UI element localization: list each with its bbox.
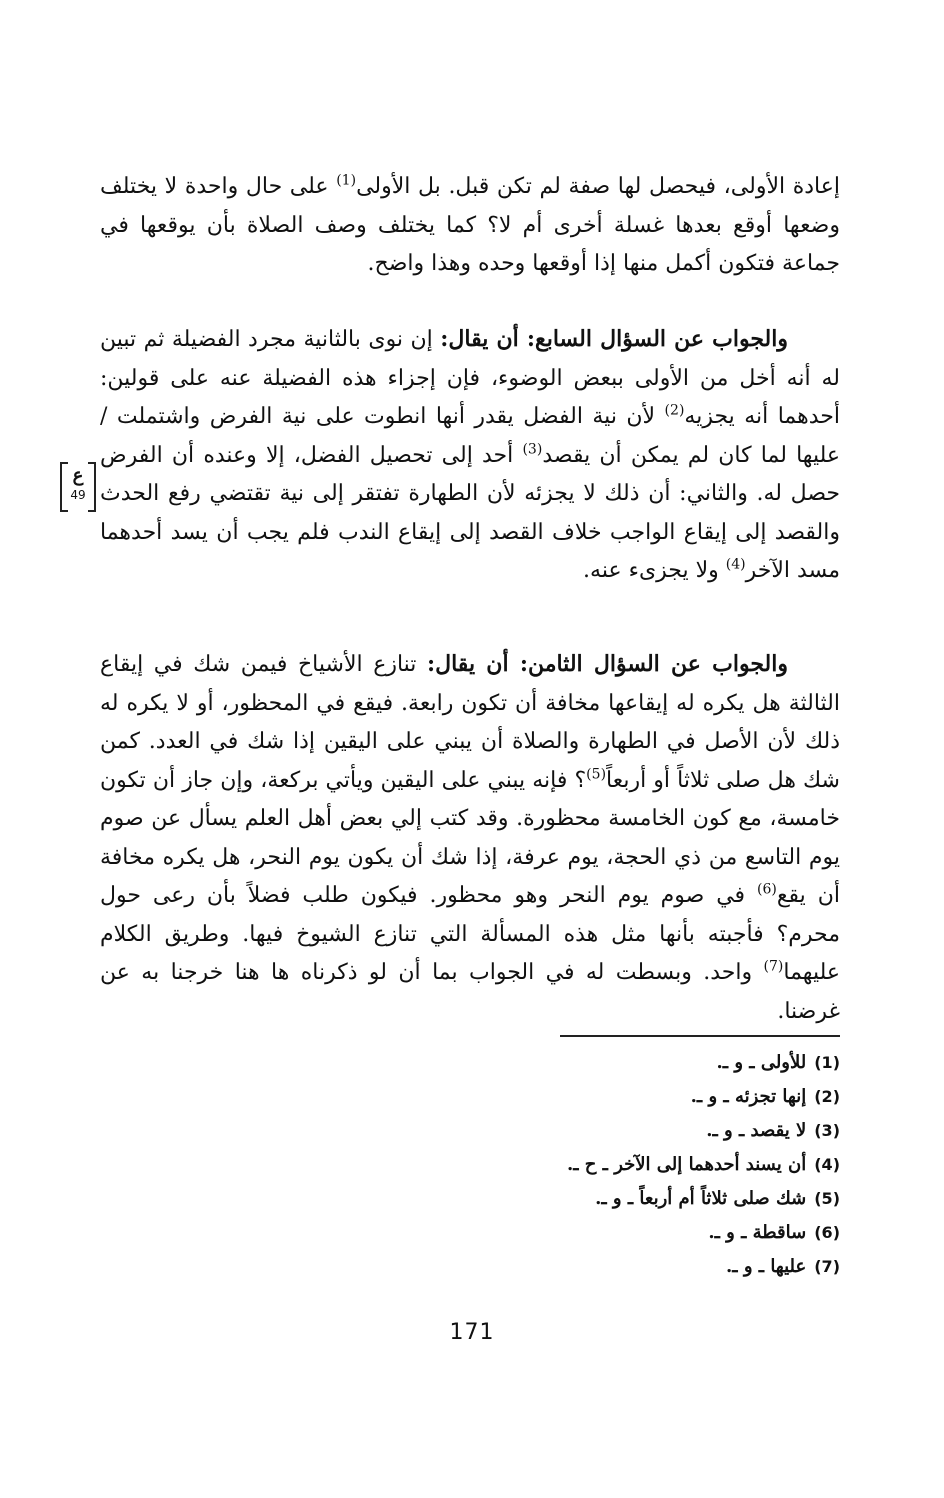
footnote-number: (3)	[814, 1121, 840, 1140]
footnotes-list	[460, 1046, 840, 1284]
paragraph-2-lead: والجواب عن السؤال السابع: أن يقال:	[440, 326, 788, 352]
footnote-text: إنها تجزئه ـ و ـ.	[690, 1086, 807, 1107]
footnote-item	[460, 1216, 840, 1250]
footnote-ref-6[interactable]: (6)	[756, 881, 777, 898]
footnote-ref-3[interactable]: (3)	[522, 441, 543, 458]
footnote-ref-4[interactable]: (4)	[725, 556, 746, 573]
footnote-item	[460, 1080, 840, 1114]
folio-number: 49	[70, 488, 86, 502]
footnote-ref-1[interactable]: (1)	[336, 172, 357, 189]
paragraph-2-text-c: أحد إلى تحصيل الفضل، إلا وعنده أن الفرض حصل له. والثاني: أن ذلك لا يجزئه لأن الطهارة تفتقر إلى نية تقتضي رفع الحدث والقصد إلى إيقاع الواجب خلاف القصد إلى إيقاع الندب فلم يجب أن يسد أحدهما مسد الآخر	[100, 442, 840, 583]
footnote-item	[460, 1114, 840, 1148]
footnote-number: (7)	[814, 1257, 840, 1276]
footnote-number: (5)	[814, 1189, 840, 1208]
paragraph-1	[100, 168, 840, 284]
paragraph-2-text-d: ولا يجزىء عنه.	[583, 558, 726, 583]
footnote-number: (6)	[814, 1223, 840, 1242]
paragraph-1-text-a: إعادة الأولى، فيحصل لها صفة لم تكن قبل. بل الأولى	[356, 174, 841, 199]
footnote-number: (2)	[814, 1087, 840, 1106]
paragraph-3-lead: والجواب عن السؤال الثامن: أن يقال:	[427, 651, 788, 677]
footnote-number: (4)	[814, 1155, 840, 1174]
footnote-text: ساقطة ـ و ـ.	[708, 1222, 807, 1243]
footnote-divider	[560, 1035, 840, 1037]
footnote-ref-5[interactable]: (5)	[586, 766, 607, 783]
footnote-number: (1)	[814, 1053, 840, 1072]
paragraph-3-text-b: ؟ فإنه يبني على اليقين ويأتي بركعة، وإن جاز أن تكون خامسة، مع كون الخامسة محظورة. وقد كتب إلي بعض أهل العلم يسأل عن صوم يوم التاسع من ذي الحجة، يوم عرفة، إذا شك أن يكون يوم النحر، هل يكره مخافة أن يقع	[100, 767, 840, 908]
footnote-ref-2[interactable]: (2)	[664, 402, 685, 419]
paragraph-2-text-a: إن نوى بالثانية مجرد الفضيلة ثم تبين له أنه أخل من الأولى ببعض الوضوء، فإن إجزاء هذه الفضيلة عنه على قولين: أحدهما أنه يجزيه	[100, 327, 840, 429]
footnote-item	[460, 1250, 840, 1284]
footnote-text: لا يقصد ـ و ـ.	[706, 1120, 807, 1141]
footnote-item	[460, 1148, 840, 1182]
paragraph-3-text-d: واحد. وبسطت له في الجواب بما أن لو ذكرناه ها هنا خرجنا به عن غرضنا.	[100, 960, 840, 1024]
footnote-item	[460, 1182, 840, 1216]
folio-letter: ع	[72, 465, 84, 486]
paragraph-3-text-a: تنازع الأشياخ فيمن شك في إيقاع الثالثة هل يكره له إيقاعها مخافة أن تكون رابعة. فيقع في المحظور، أو لا يكره له ذلك لأن الأصل في الطهارة والصلاة أن يبني على اليقين إذا شك في العدد. كمن شك هل صلى ثلاثاً أو أربعاً	[100, 652, 840, 793]
paragraph-2	[100, 320, 840, 591]
footnote-text: شك صلى ثلاثاً أم أربعاً ـ و ـ.	[595, 1188, 807, 1209]
page-number: 171	[449, 1320, 495, 1345]
paragraph-3	[100, 645, 840, 1031]
paragraph-2-text-b: لأن نية الفضل يقدر أنها انطوت على نية الفرض واشتملت / عليها لما كان لم يمكن أن يقصد	[100, 404, 840, 468]
paragraph-1-text-b: على حال واحدة لا يختلف وضعها أوقع بعدها غسلة أخرى أم لا؟ كما يختلف وصف الصلاة بأن يوقعها في جماعة فتكون أكمل منها إذا أوقعها وحده وهذا واضح.	[100, 174, 840, 276]
paragraph-3-text-c: في صوم يوم النحر وهو محظور. فيكون طلب فضلاً بأن رعى حول محرم؟ فأجبته بأنها مثل هذه المسألة التي تنازع الشيوخ فيها. وطريق الكلام عليهما	[100, 883, 840, 985]
footnote-text: عليها ـ و ـ.	[726, 1256, 807, 1277]
footnote-item	[460, 1046, 840, 1080]
manuscript-folio-marker	[60, 462, 96, 510]
footnote-text: أن يسند أحدهما إلى الآخر ـ ح ـ.	[566, 1154, 807, 1175]
footnote-ref-7[interactable]: (7)	[763, 958, 784, 975]
footnote-text: للأولى ـ و ـ.	[716, 1052, 807, 1073]
